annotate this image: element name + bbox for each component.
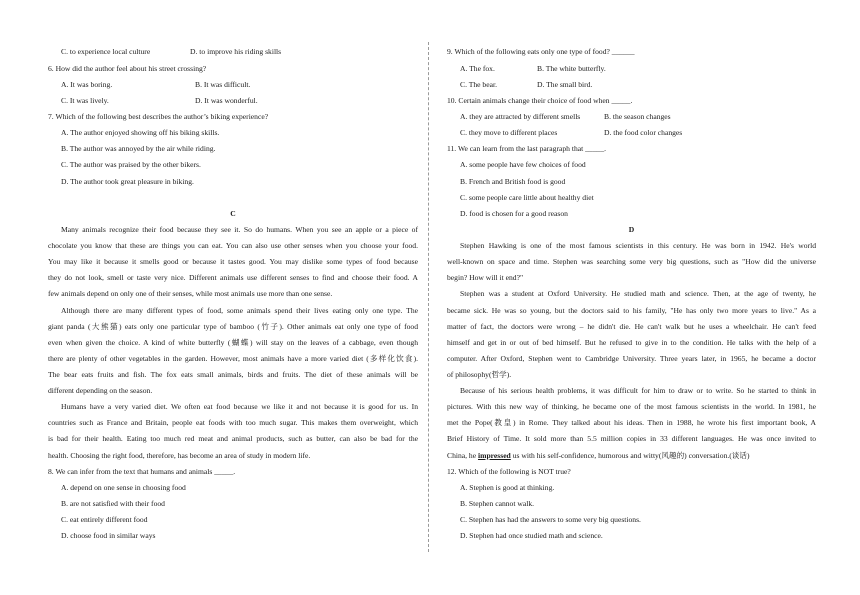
q5-option-d: D. to improve his riding skills (190, 47, 282, 56)
q10-option-d: D. the food color changes (604, 128, 683, 137)
q5-option-c: C. to experience local culture (61, 47, 151, 56)
passage-c-line: You may like it because it smells good or because it tastes good. You may dislike some types of food because (48, 257, 418, 266)
q12-option-b: B. Stephen cannot walk. (460, 499, 535, 508)
q11-option-c: C. some people care little about healthy diet (460, 193, 594, 202)
passage-c-line: Although there are many different types of food, some animals spend their lives eating only one type. The (61, 306, 418, 315)
passage-c-line: The bear eats fruits and fish. The fox eats small animals, birds and fruits. The diet of these animals will be (48, 370, 418, 379)
q8-option-b: B. are not satisfied with their food (61, 499, 165, 508)
q10-option-c: C. they move to different places (460, 128, 558, 137)
q7-stem: 7. Which of the following best describes the author’s biking experience? (48, 112, 269, 121)
q6-option-c: C. It was lively. (61, 96, 109, 105)
q8-option-a: A. depend on one sense in choosing food (61, 483, 186, 492)
q8-option-d: D. choose food in similar ways (61, 531, 156, 540)
q7-option-c: C. The author was praised by the other bikers. (61, 160, 201, 169)
q12-option-c: C. Stephen has had the answers to some very big questions. (460, 515, 641, 524)
passage-d-line: Because of his serious health problems, it was difficult for him to draw or to write. So he started to think in (460, 386, 816, 395)
passage-c-line: different depending on the season. (48, 386, 153, 395)
section-d-title: D (628, 225, 635, 234)
q12-option-d: D. Stephen had once studied math and science. (460, 531, 603, 540)
passage-c-line: countries such as France and Britain, people eat foods with too much sugar. This makes them overweight, which (48, 418, 418, 427)
q11-option-d: D. food is chosen for a good reason (460, 209, 568, 218)
q7-option-d: D. The author took great pleasure in biking. (61, 177, 194, 186)
passage-d-line: computer. After Oxford, Stephen went to Cambridge University. Three years later, in 1965, he became a doctor (447, 354, 816, 363)
q10-option-a: A. they are attracted by different smells (460, 112, 581, 121)
q8-option-c: C. eat entirely different food (61, 515, 148, 524)
passage-c-line: even when given the choice. A kind of white butterfly (蝴蝶) will stay on the leaves of a cabbage, even though (48, 338, 418, 347)
q8-stem: 8. We can infer from the text that humans and animals _____. (48, 467, 236, 476)
passage-c-line: few animals depend on only one of their senses, while most animals use more than one sense. (48, 289, 333, 298)
passage-d-line: met the Pope(教皇) in Rome. They talked about his ideas. Then in 1988, he wrote his first important book, A (447, 418, 816, 427)
q7-option-a: A. The author enjoyed showing off his biking skills. (61, 128, 220, 137)
passage-c-line: Humans have a very varied diet. We often eat food because we like it and not because it is good for us. In (61, 402, 418, 411)
q10-stem: 10. Certain animals change their choice of food when _____. (447, 96, 633, 105)
passage-d-line: matter of fact, the doctors were wrong – he didn't die. He can't walk but he uses a wheelchair. He can't feed (447, 322, 816, 331)
passage-d-last-line (447, 451, 816, 461)
passage-c-line: Many animals recognize their food because they see it. So do humans. When you see an apple or a piece of (61, 225, 418, 234)
q12-option-a: A. Stephen is good at thinking. (460, 483, 555, 492)
passage-d-line: became sick. He was so young, but the doctors said to his family, "He has only two more years to live." As a (447, 306, 816, 315)
passage-c-line: they do not look, smell or taste very nice. Different animals use different senses to find and choose their food. A (48, 273, 418, 282)
q9-option-a: A. The fox. (460, 64, 495, 73)
passage-d-line: pictures. With this new way of thinking, he became one of the most famous scientists in the world. In 1981, he (447, 402, 816, 411)
passage-d-line: himself and get in or out of bed himself. But he refused to give in to the condition. He talks with the help of a (447, 338, 816, 347)
section-c-title: C (230, 209, 236, 218)
q10-option-b: B. the season changes (604, 112, 671, 121)
q9-option-b: B. The white butterfly. (537, 64, 606, 73)
q9-stem: 9. Which of the following eats only one type of food? ______ (447, 47, 635, 56)
passage-c-line: giant panda (大熊猫) eats only one particular type of bamboo (竹子). Other animals eat only one type of food (48, 322, 418, 331)
q6-option-b: B. It was difficult. (195, 80, 251, 89)
passage-d-line: Stephen Hawking is one of the most famous scientists in this century. He was born in 1942. He's world (460, 241, 816, 250)
passage-d-text: us with his self-confidence, humorous and witty(风趣的) conversation.(谈话) (510, 451, 750, 460)
q9-option-c: C. The bear. (460, 80, 497, 89)
q12-stem: 12. Which of the following is NOT true? (447, 467, 571, 476)
q11-stem: 11. We can learn from the last paragraph that _____. (447, 144, 607, 153)
q11-option-b: B. French and British food is good (460, 177, 566, 186)
q6-option-a: A. It was boring. (61, 80, 113, 89)
passage-c-line: chocolate you know that these are things you can eat. You can also use other senses when you choose your food. (48, 241, 418, 250)
q7-option-b: B. The author was annoyed by the air while riding. (61, 144, 216, 153)
passage-d-text: China, he (447, 451, 479, 460)
underlined-word: impressed (478, 451, 511, 460)
passage-d-line: of philosophy(哲学). (447, 370, 512, 379)
passage-c-line: there are plenty of other vegetables in the garden. However, most animals have a more varied diet (多样化饮食). (48, 354, 418, 363)
column-divider (428, 42, 429, 552)
passage-d-line: well-known on space and time. Stephen was searching some very big questions, such as "How did the universe (447, 257, 816, 266)
passage-c-line: is bad for their health. Eating too much red meat and animal products, such as butter, can also be bad for the (48, 434, 418, 443)
q9-option-d: D. The small bird. (537, 80, 593, 89)
passage-d-line: Stephen was a student at Oxford University. He studied math and science. Then, at the age of twenty, he (460, 289, 816, 298)
passage-c-line: health. Choosing the right food, therefore, has become an area of study in modern life. (48, 451, 311, 460)
passage-d-line: Brief History of Time. It sold more than 5.5 million copies in 33 different languages. He was once invited to (447, 434, 816, 443)
q6-stem: 6. How did the author feel about his street crossing? (48, 64, 207, 73)
q11-option-a: A. some people have few choices of food (460, 160, 586, 169)
q6-option-d: D. It was wonderful. (195, 96, 258, 105)
passage-d-line: begin? How will it end?" (447, 273, 524, 282)
